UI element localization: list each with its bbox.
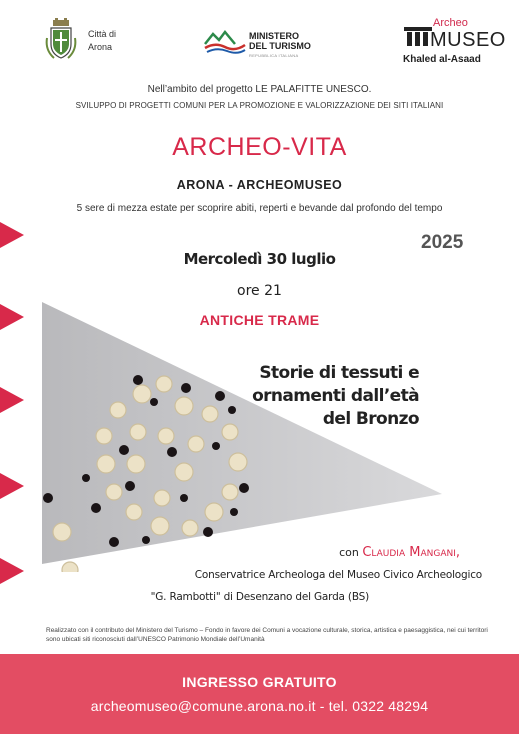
- museum-logo-author: Khaled al-Asaad: [403, 54, 481, 65]
- side-arrow-marker: [0, 222, 24, 248]
- event-subtitle-line: del Bronzo: [322, 409, 419, 429]
- ministry-name-line1: MINISTERO: [249, 31, 300, 41]
- speaker-line: [339, 545, 460, 560]
- city-crest-logo: [44, 18, 78, 62]
- ministry-subtitle: REPUBBLICA ITALIANA: [249, 53, 299, 58]
- crest-icon: [44, 18, 78, 62]
- side-arrow-marker: [0, 558, 24, 584]
- event-subtitle-line: Storie di tessuti e: [259, 363, 419, 383]
- funding-note: [46, 626, 506, 644]
- city-label-line2: Arona: [88, 42, 113, 52]
- event-time: ore 21: [237, 283, 282, 299]
- event-subtitle: [159, 362, 419, 431]
- footer-band: [0, 654, 519, 734]
- event-title: ANTICHE TRAME: [199, 312, 320, 328]
- beads-illustration: [34, 302, 464, 572]
- venue-label: ARONA - ARCHEOMUSEO: [176, 178, 343, 192]
- project-intro-line2: SVILUPPO DI PROGETTI COMUNI PER LA PROMOZIONE E VALORIZZAZIONE DEI SITI ITALIANI: [75, 101, 444, 110]
- series-title: ARCHEO-VITA: [172, 133, 347, 161]
- speaker-role-line2: "G. Rambotti" di Desenzano del Garda (BS): [150, 591, 369, 603]
- funding-note-line: sono ubicati siti riconosciuti dall’UNESCO Patrimonio Mondiale dell’Umanità: [46, 636, 265, 643]
- event-year: 2025: [421, 232, 464, 253]
- side-arrow-marker: [0, 473, 24, 499]
- speaker-prefix: con: [339, 546, 359, 559]
- event-date: Mercoledì 30 luglio: [183, 250, 336, 268]
- speaker-name: Claudia Mangani,: [362, 545, 460, 560]
- museum-logo-top: Archeo: [433, 17, 468, 29]
- free-entry-label: INGRESSO GRATUITO: [182, 674, 337, 690]
- side-arrow-marker: [0, 387, 24, 413]
- contact-info: archeomuseo@comune.arona.no.it - tel. 0322 48294: [90, 698, 429, 714]
- funding-note-line: Realizzato con il contributo del Ministero del Turismo – Fondo in favore dei Comuni a vocazione culturale, storica, artistica e paesaggistica, nei cui territori: [46, 627, 488, 634]
- project-intro-line1: Nell’ambito del progetto LE PALAFITTE UNESCO.: [147, 84, 372, 95]
- museum-logo-bottom: MUSEO: [430, 29, 506, 51]
- ministry-name-line2: DEL TURISMO: [249, 41, 311, 51]
- side-arrows: [0, 222, 24, 602]
- series-description: 5 sere di mezza estate per scoprire abiti, reperti e bevande dal profondo del tempo: [76, 203, 443, 214]
- mountain-wave-icon: [203, 28, 249, 56]
- speaker-role-line1: Conservatrice Archeologa del Museo Civico Archeologico: [194, 569, 482, 581]
- city-label-line1: Città di: [88, 29, 117, 39]
- ministry-logo: [203, 28, 223, 54]
- event-subtitle-line: ornamenti dall’età: [252, 386, 419, 406]
